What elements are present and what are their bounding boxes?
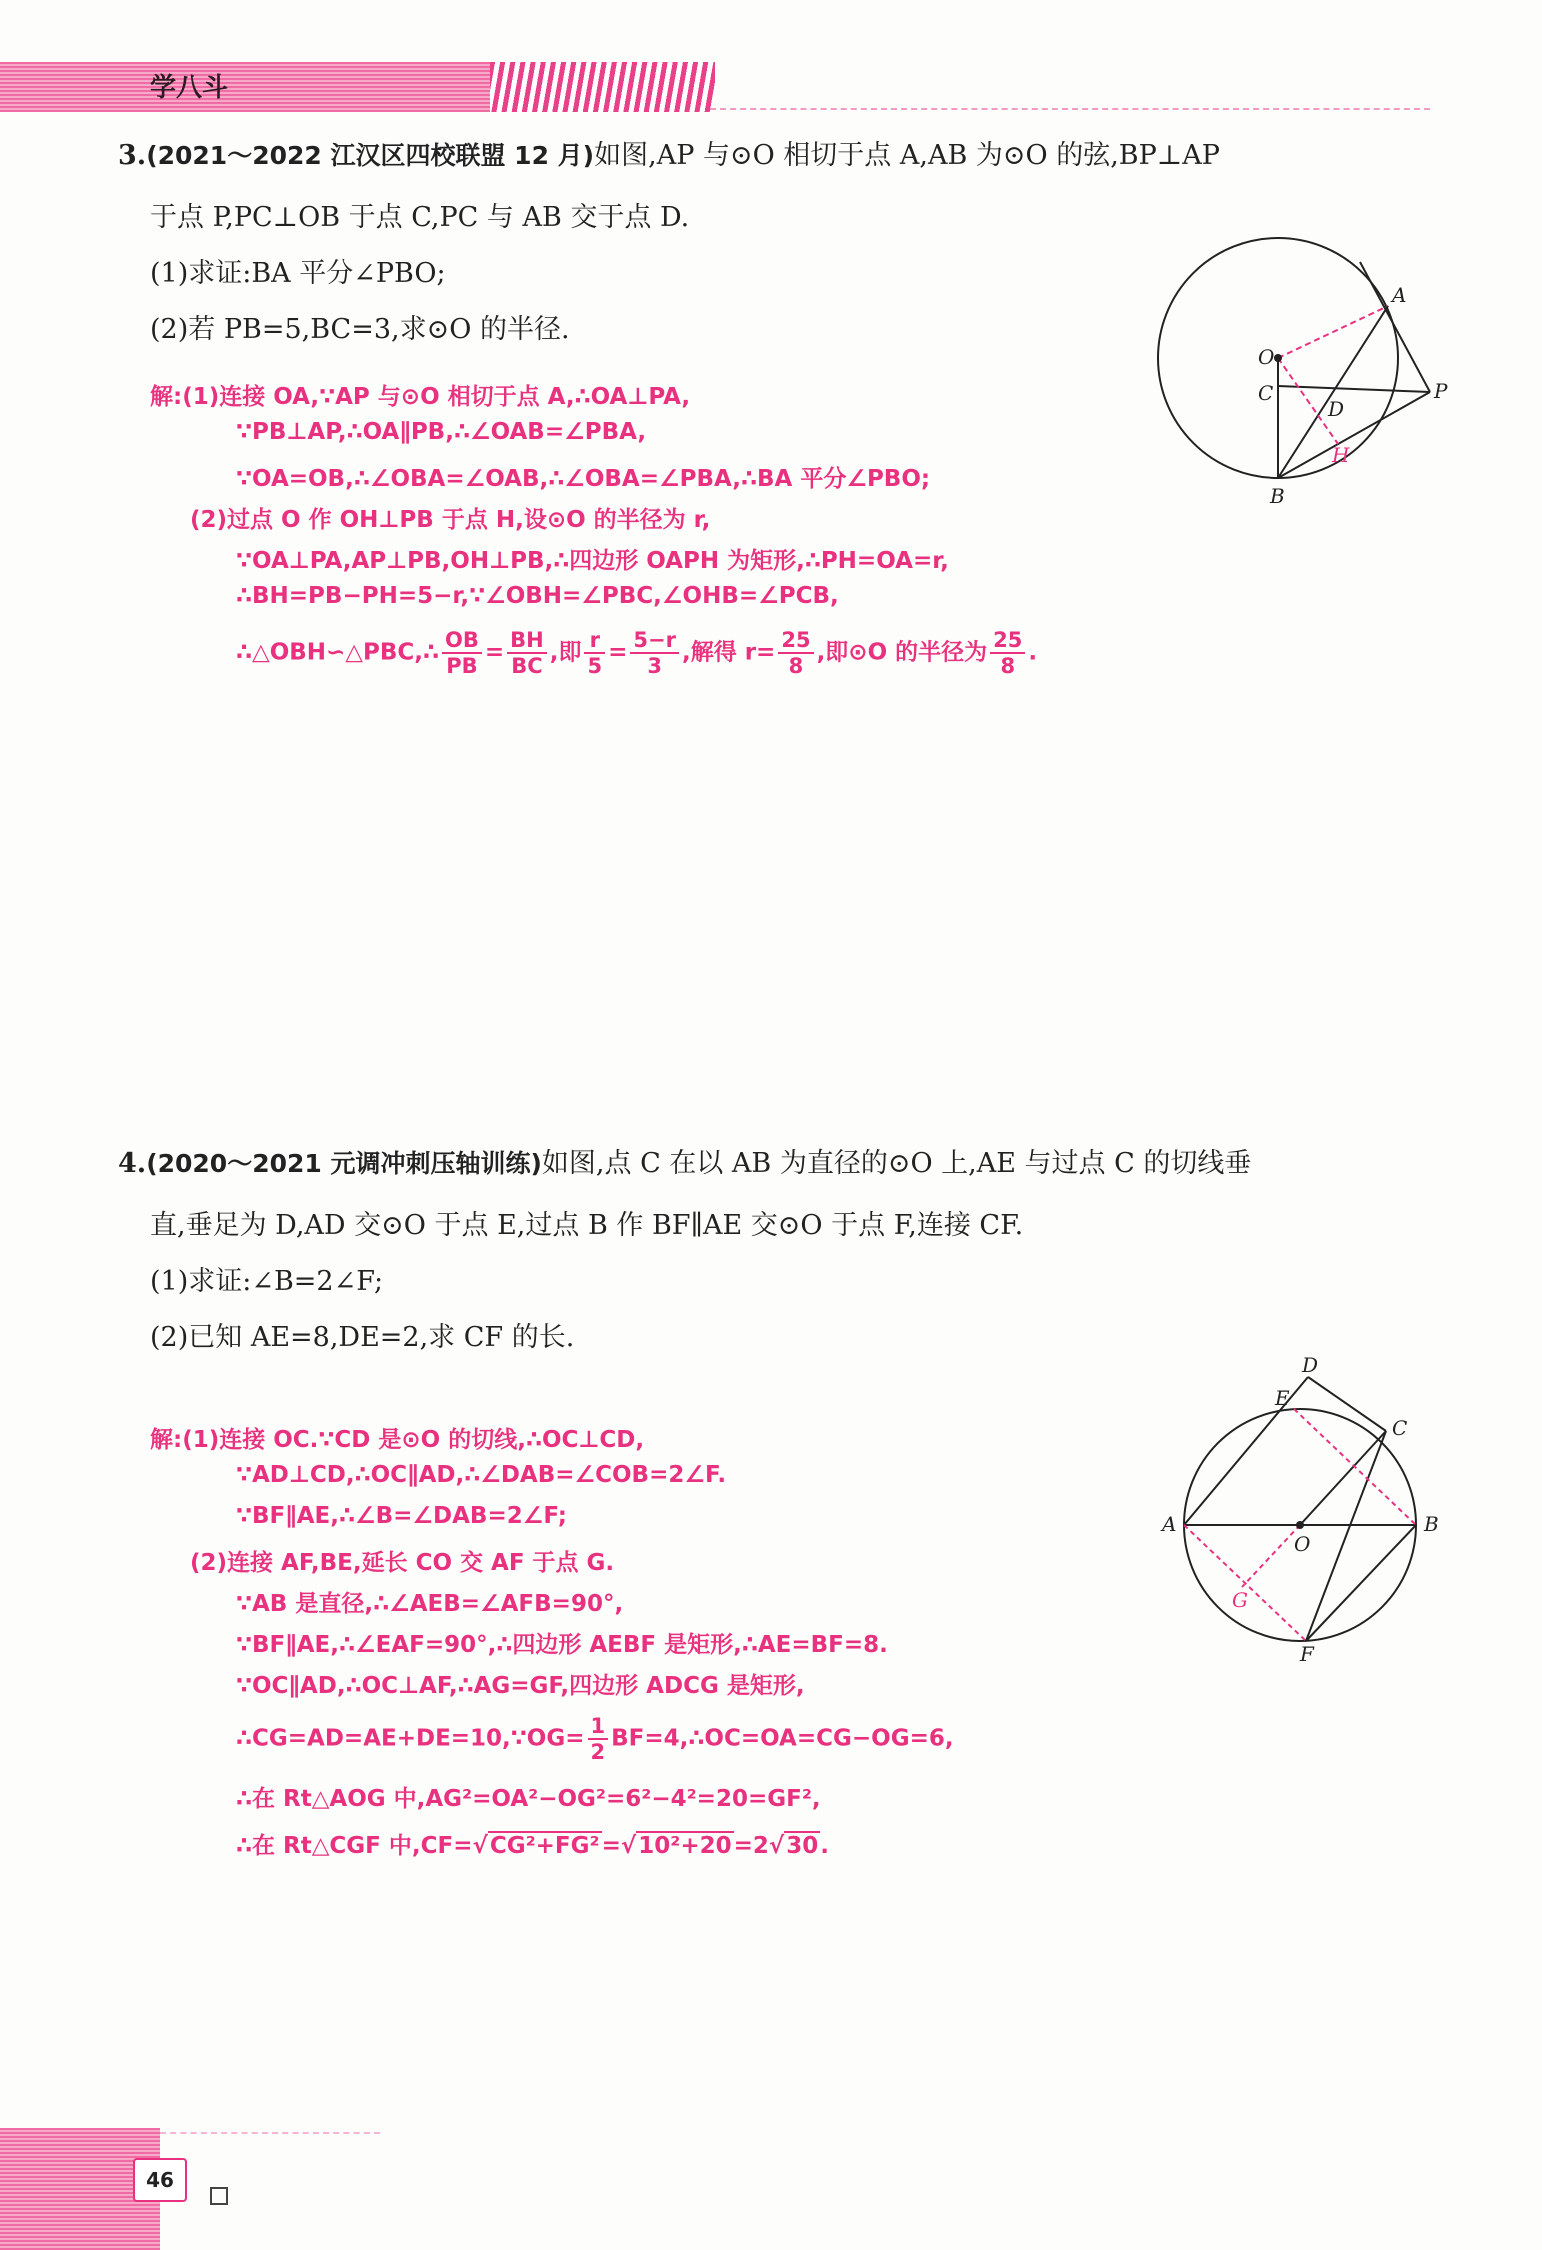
q4-sol-line-4: (2)连接 AF,BE,延长 CO 交 AF 于点 G. [190,1550,615,1576]
footer-divider [160,2132,380,2134]
numerator: BH [507,628,547,654]
q4-source: (2020～2021 元调冲刺压轴训练) [146,1149,542,1178]
q4-sol-line-6: ∵BF∥AE,∴∠EAF=90°,∴四边形 AEBF 是矩形,∴AE=BF=8. [236,1632,888,1658]
label-g: G [1232,1588,1248,1612]
fraction [630,628,679,678]
denominator: 3 [647,654,662,678]
q3-sol-text: ,即 [549,639,582,666]
fraction [990,628,1025,678]
denominator: PB [446,654,478,678]
segment-af [1184,1525,1306,1641]
label-b: B [1424,1512,1439,1536]
segment-bp [1278,392,1430,478]
label-a: A [1392,283,1407,307]
header-label: 学八斗 [150,73,229,103]
radicand: 10²+20 [638,1833,732,1859]
numerator: 25 [990,628,1025,654]
numerator: r [584,628,605,654]
q3-sol-line-2: ∵PB⊥AP,∴OA∥PB,∴∠OAB=∠PBA, [236,419,647,445]
segment-og [1242,1525,1300,1587]
q4-part-2: (2)已知 AE=8,DE=2,求 CF 的长. [150,1322,575,1353]
q4-sol-text: BF=4,∴OC=OA=CG−OG=6, [611,1725,954,1752]
q3-figure [1150,230,1450,510]
denominator: BC [511,654,543,678]
q3-part-2: (2)若 PB=5,BC=3,求⊙O 的半径. [150,314,570,345]
q4-sol-text: =2√ [733,1833,785,1859]
center-dot [1274,354,1282,362]
equals-sign: = [484,639,505,666]
label-o: O [1258,345,1275,369]
tangent-ap [1360,262,1430,392]
q3-sol-text: . [1028,639,1038,666]
label-p: P [1434,379,1448,403]
label-c: C [1258,381,1274,405]
q4-number: 4. [118,1148,147,1179]
page-square-icon [210,2187,228,2205]
q4-sol-line-10 [236,1827,829,1860]
q4-sol-text: =√ [601,1833,637,1859]
header-divider [710,108,1430,110]
q4-sol-text: ∴CG=AD=AE+DE=10,∵OG= [236,1725,585,1752]
radicand: 30 [786,1833,819,1859]
label-c: C [1392,1416,1408,1440]
numerator: 5−r [630,628,679,654]
q3-sol-text: ,即⊙O 的半径为 [816,639,988,666]
label-e: E [1275,1386,1290,1410]
denominator: 5 [587,654,603,678]
q3-sol-text: ∴△OBH∽△PBC,∴ [236,639,439,666]
label-o: O [1294,1532,1311,1556]
label-b: B [1270,484,1285,508]
q3-sol-line-3: ∵OA=OB,∴∠OBA=∠OAB,∴∠OBA=∠PBA,∴BA 平分∠PBO; [236,466,931,492]
equals-sign: = [608,639,628,666]
q3-sol-line-5: ∵OA⊥PA,AP⊥PB,OH⊥PB,∴四边形 OAPH 为矩形,∴PH=OA=r, [236,548,949,574]
q3-number: 3. [118,140,147,171]
q4-sol-line-5: ∵AB 是直径,∴∠AEB=∠AFB=90°, [236,1591,624,1617]
q4-text-2: 直,垂足为 D,AD 交⊙O 于点 E,过点 B 作 BF∥AE 交⊙O 于点 F,连接 CF. [150,1210,1024,1241]
q4-sol-text: . [820,1833,829,1859]
q4-sol-line-9: ∴在 Rt△AOG 中,AG²=OA²−OG²=6²−4²=20=GF², [236,1786,821,1812]
radicand: CG²+FG² [489,1833,600,1859]
fraction [584,628,605,678]
numerator: 1 [588,1714,609,1740]
q3-stem [118,128,1438,184]
fraction [778,628,813,678]
denominator: 2 [590,1740,606,1764]
q3-part-1: (1)求证:BA 平分∠PBO; [150,258,446,289]
q4-sol-line-8 [236,1714,954,1764]
segment-oc [1300,1431,1386,1525]
label-a: A [1162,1512,1177,1536]
header-stripes [490,62,715,112]
q4-sol-line-7: ∵OC∥AD,∴OC⊥AF,∴AG=GF,四边形 ADCG 是矩形, [236,1673,805,1699]
fraction [442,628,482,678]
label-d: D [1302,1355,1319,1377]
q4-sol-line-3: ∵BF∥AE,∴∠B=∠DAB=2∠F; [236,1503,568,1529]
q3-sol-line-1: 解:(1)连接 OA,∵AP 与⊙O 相切于点 A,∴OA⊥PA, [150,384,691,410]
q3-sol-line-6: ∴BH=PB−PH=5−r,∵∠OBH=∠PBC,∠OHB=∠PCB, [236,583,839,609]
denominator: 8 [788,654,804,678]
fraction [588,1714,609,1764]
q3-sol-text: ,解得 r= [681,639,776,666]
label-d: D [1328,397,1345,421]
q4-sol-text: ∴在 Rt△CGF 中,CF=√ [236,1833,488,1859]
q4-sol-line-2: ∵AD⊥CD,∴OC∥AD,∴∠DAB=∠COB=2∠F. [236,1462,727,1488]
q4-part-1: (1)求证:∠B=2∠F; [150,1266,384,1297]
q3-source: (2021～2022 江汉区四校联盟 12 月) [146,141,595,170]
label-h: H [1332,443,1350,467]
q3-sol-line-7 [236,628,1037,678]
q4-stem [118,1136,1438,1192]
numerator: 25 [778,628,813,654]
numerator: OB [442,628,482,654]
label-f: F [1300,1642,1314,1665]
q3-text-1: 如图,AP 与⊙O 相切于点 A,AB 为⊙O 的弦,BP⊥AP [594,140,1220,171]
q3-sol-line-4: (2)过点 O 作 OH⊥PB 于点 H,设⊙O 的半径为 r, [190,507,711,533]
segment-cf [1306,1431,1386,1641]
center-dot [1296,1521,1304,1529]
q3-text-2: 于点 P,PC⊥OB 于点 C,PC 与 AB 交于点 D. [150,202,690,233]
denominator: 8 [1000,654,1016,678]
page-number: 46 [133,2158,187,2202]
q4-sol-line-1: 解:(1)连接 OC.∵CD 是⊙O 的切线,∴OC⊥CD, [150,1427,645,1453]
tangent-dc [1308,1377,1386,1431]
q4-figure [1160,1355,1450,1665]
q4-text-1: 如图,点 C 在以 AB 为直径的⊙O 上,AE 与过点 C 的切线垂 [541,1148,1252,1179]
fraction [507,628,547,678]
